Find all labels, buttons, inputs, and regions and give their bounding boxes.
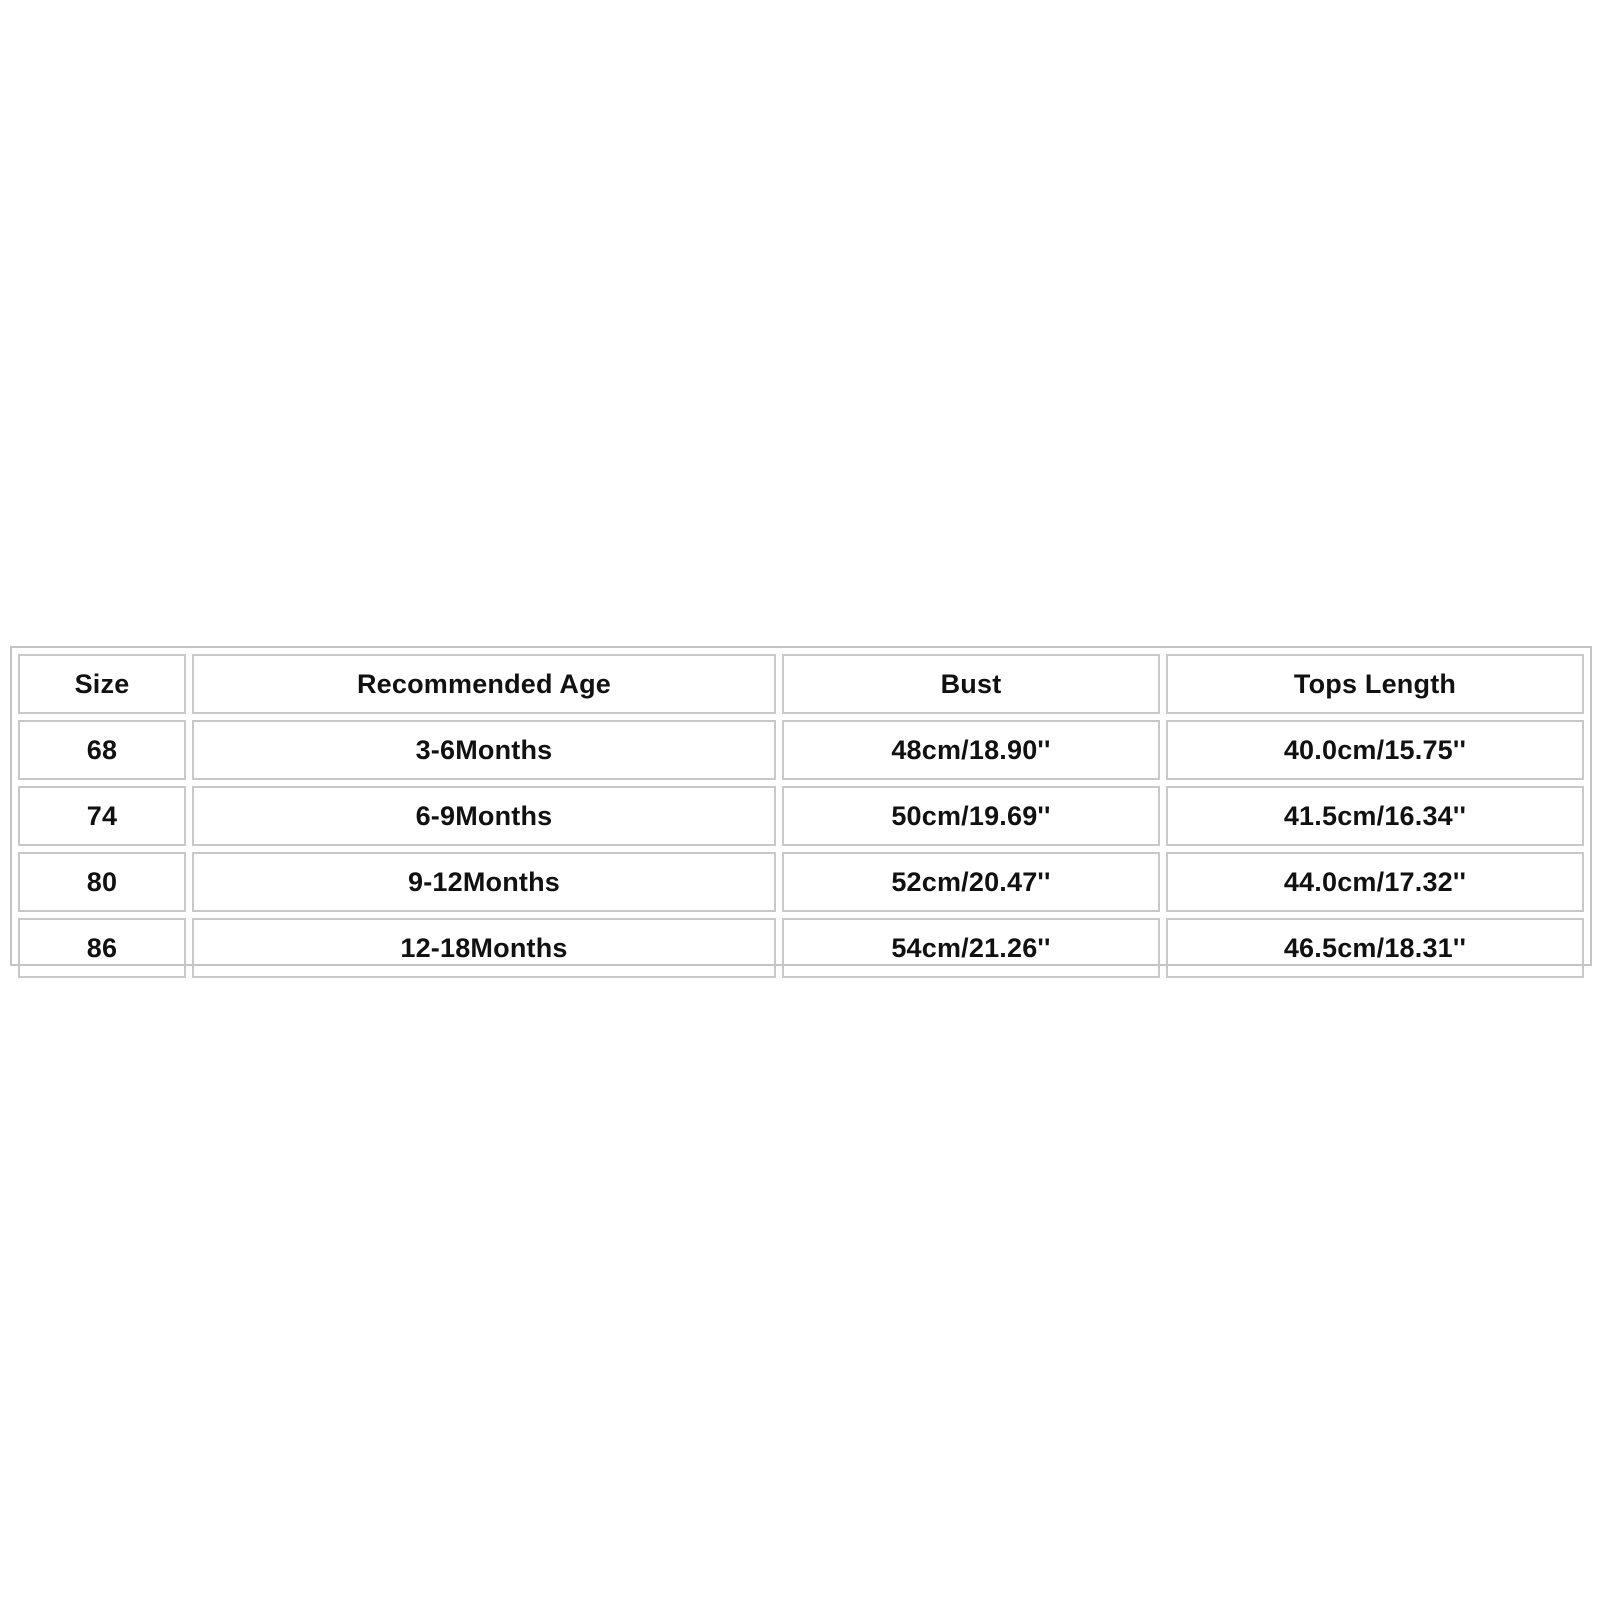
table-row (18, 852, 1584, 912)
size-chart (10, 646, 1592, 966)
table-header-row (18, 654, 1584, 714)
cell-size: 68 (18, 720, 186, 780)
table-row (18, 720, 1584, 780)
cell-age: 6-9Months (192, 786, 776, 846)
table-row (18, 786, 1584, 846)
cell-bust: 52cm/20.47'' (782, 852, 1160, 912)
cell-age: 9-12Months (192, 852, 776, 912)
cell-size: 86 (18, 918, 186, 978)
size-chart-table (12, 648, 1590, 984)
header-recommended-age: Recommended Age (192, 654, 776, 714)
cell-size: 80 (18, 852, 186, 912)
cell-tops-length: 40.0cm/15.75'' (1166, 720, 1584, 780)
cell-bust: 50cm/19.69'' (782, 786, 1160, 846)
header-tops-length: Tops Length (1166, 654, 1584, 714)
cell-tops-length: 46.5cm/18.31'' (1166, 918, 1584, 978)
cell-tops-length: 41.5cm/16.34'' (1166, 786, 1584, 846)
table-row (18, 918, 1584, 978)
cell-size: 74 (18, 786, 186, 846)
header-bust: Bust (782, 654, 1160, 714)
cell-age: 12-18Months (192, 918, 776, 978)
cell-age: 3-6Months (192, 720, 776, 780)
cell-tops-length: 44.0cm/17.32'' (1166, 852, 1584, 912)
cell-bust: 48cm/18.90'' (782, 720, 1160, 780)
cell-bust: 54cm/21.26'' (782, 918, 1160, 978)
header-size: Size (18, 654, 186, 714)
